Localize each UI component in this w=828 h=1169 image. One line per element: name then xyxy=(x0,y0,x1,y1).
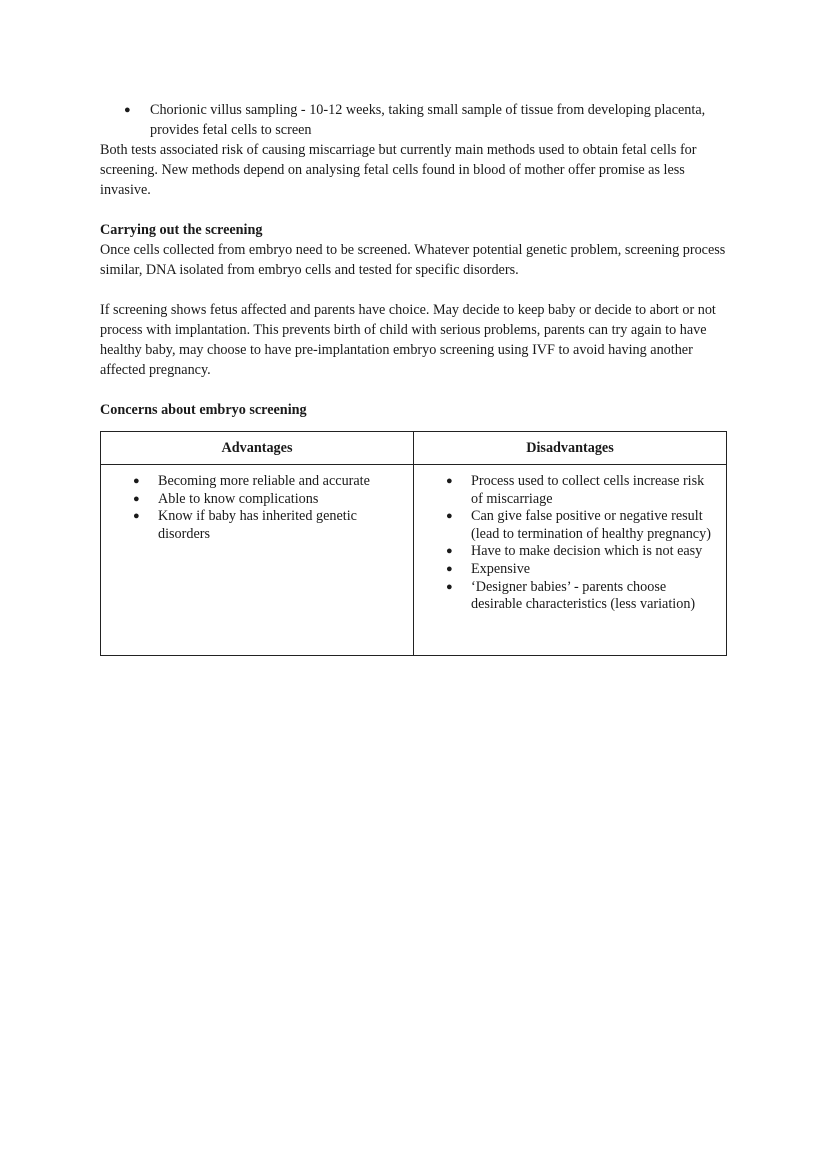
document-page xyxy=(100,100,730,656)
header-disadvantages: Disadvantages xyxy=(414,432,727,465)
section-heading-screening: Carrying out the screening xyxy=(100,222,263,238)
list-item: ● Have to make decision which is not easy xyxy=(426,543,714,561)
list-item: ● Becoming more reliable and accurate xyxy=(113,473,401,491)
table-header-row xyxy=(101,432,727,465)
table-row xyxy=(101,465,727,656)
spacer xyxy=(100,280,730,300)
intro-bullet-list xyxy=(100,100,730,140)
list-item: ● Chorionic villus sampling - 10-12 weeks, taking small sample of tissue from developing placenta, provides fetal cells to screen xyxy=(100,100,730,140)
disadvantages-list xyxy=(426,473,714,614)
list-item: ● Can give false positive or negative result (lead to termination of healthy pregnancy) xyxy=(426,508,714,543)
paragraph-choice: If screening shows fetus affected and parents have choice. May decide to keep baby or decide to abort or not process with implantation. This prevents birth of child with serious problems, parents can try again to have healthy baby, may choose to have pre-implantation embryo screening using IVF to avoid having another affected pregnancy. xyxy=(100,302,716,378)
list-item: ● Process used to collect cells increase risk of miscarriage xyxy=(426,473,714,508)
list-item: ● Able to know complications xyxy=(113,491,401,509)
advantages-cell xyxy=(101,465,414,656)
concerns-table xyxy=(100,431,727,656)
spacer xyxy=(100,200,730,220)
header-advantages: Advantages xyxy=(101,432,414,465)
disadvantages-cell xyxy=(414,465,727,656)
advantages-list xyxy=(113,473,401,543)
paragraph-screening: Once cells collected from embryo need to be screened. Whatever potential genetic problem, screening process similar, DNA isolated from embryo cells and tested for specific disorders. xyxy=(100,242,726,278)
paragraph-risk: Both tests associated risk of causing miscarriage but currently main methods used to obtain fetal cells for screening. New methods depend on analysing fetal cells found in blood of mother offer promise as less invasive. xyxy=(100,142,697,198)
list-item: ● Know if baby has inherited genetic disorders xyxy=(113,508,401,543)
section-heading-concerns: Concerns about embryo screening xyxy=(100,402,307,418)
list-item: ● ‘Designer babies’ - parents choose desirable characteristics (less variation) xyxy=(426,579,714,614)
list-item: ● Expensive xyxy=(426,561,714,579)
spacer xyxy=(100,380,730,400)
